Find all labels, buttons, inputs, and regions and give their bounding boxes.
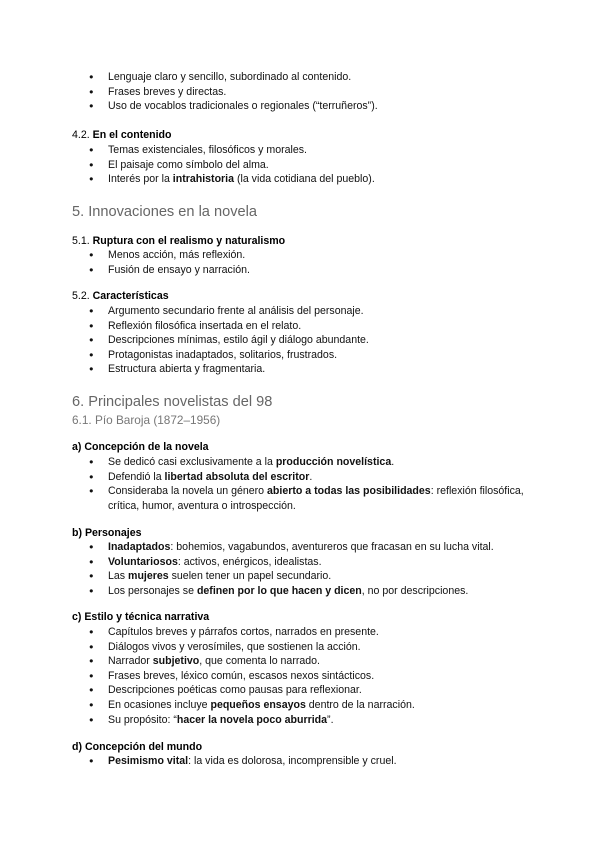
list-item — [72, 362, 542, 377]
list-contenido — [72, 143, 542, 187]
list-item — [72, 143, 542, 158]
list-item — [72, 754, 542, 769]
text: Las — [108, 570, 129, 583]
text: Capítulos breves y párrafos cortos, narrados en presente. — [108, 626, 379, 638]
bold-text: Pesimismo vital — [108, 755, 189, 767]
text: , no por descripciones. — [361, 584, 469, 597]
text: Frases breves, léxico común, escasos nexos sintácticos. — [108, 669, 375, 682]
text: . — [391, 456, 395, 468]
subheading-5-1 — [72, 234, 542, 248]
text: Narrador — [108, 655, 153, 668]
list-item — [72, 640, 542, 655]
subheading-a: a) Concepción de la novela — [72, 441, 209, 453]
list-lenguaje — [72, 70, 542, 114]
text: : bohemios, vagabundos, aventureros que fracasan en su lucha vital. — [170, 541, 494, 553]
list-item — [72, 333, 542, 348]
heading-section-5: 5. Innovaciones en la novela — [72, 204, 257, 220]
list-item — [72, 263, 542, 278]
list-item — [72, 540, 542, 555]
bold-text: subjetivo — [152, 655, 200, 668]
subheading-d: d) Concepción del mundo — [72, 741, 203, 753]
text: El paisaje como símbolo del alma. — [108, 158, 269, 171]
bold-text: producción novelística — [275, 456, 392, 468]
subheading-5-2 — [72, 289, 542, 303]
subheading-b: b) Personajes — [72, 527, 142, 539]
list-item — [72, 625, 542, 640]
list-item — [72, 99, 542, 114]
heading-section-6-1: 6.1. Pío Baroja (1872–1956) — [72, 413, 221, 427]
list-concepcion-novela — [72, 455, 542, 513]
subheading-title: Ruptura con el realismo y naturalismo — [92, 235, 286, 247]
list-item — [72, 304, 542, 319]
bold-text: hacer la novela poco aburrida — [176, 713, 328, 726]
text: Menos acción, más reflexión. — [108, 249, 246, 261]
bold-text: pequeños ensayos — [210, 698, 306, 711]
text: Consideraba la novela un género — [108, 485, 268, 498]
bold-text: Inadaptados — [108, 541, 171, 553]
list-item — [72, 158, 542, 173]
list-personajes — [72, 540, 542, 598]
text: Fusión de ensayo y narración. — [108, 263, 250, 276]
list-item — [72, 484, 542, 513]
bold-text: abierto a todas las posibilidades — [267, 485, 431, 498]
text: Estructura abierta y fragmentaria. — [108, 363, 266, 376]
text: : reflexión filosófica, crítica, humor, aventura o introspección. — [108, 485, 524, 512]
text: Los personajes se — [108, 584, 197, 597]
list-item — [72, 584, 542, 599]
subheading-number: 4.2. — [72, 129, 90, 141]
text: Reflexión filosófica insertada en el relato. — [108, 319, 302, 332]
text: dentro de la narración. — [305, 698, 415, 711]
text: Se dedicó casi exclusivamente a la — [108, 456, 276, 468]
text: Descripciones poéticas como pausas para reflexionar. — [108, 684, 362, 697]
list-item — [72, 348, 542, 363]
list-item — [72, 248, 542, 263]
list-item — [72, 683, 542, 698]
text: En ocasiones incluye — [108, 698, 211, 711]
heading-section-6: 6. Principales novelistas del 98 — [72, 394, 273, 410]
list-concepcion-mundo — [72, 754, 542, 769]
list-ruptura — [72, 248, 542, 277]
subheading-number: 5.1. — [72, 235, 90, 247]
text: Protagonistas inadaptados, solitarios, frustrados. — [108, 348, 338, 361]
text: suelen tener un papel secundario. — [168, 570, 332, 583]
bold-text: mujeres — [128, 570, 169, 583]
list-item — [72, 85, 542, 100]
text: Interés por la — [108, 173, 173, 186]
list-item — [72, 555, 542, 570]
list-item — [72, 455, 542, 470]
text: Su propósito: “ — [108, 713, 177, 726]
subheading-c: c) Estilo y técnica narrativa — [72, 611, 210, 623]
text: : activos, enérgicos, idealistas. — [177, 555, 322, 568]
text: . — [309, 470, 313, 483]
bold-text: intrahistoria — [172, 173, 235, 186]
text: Defendió la — [108, 470, 165, 483]
text: (la vida cotidiana del pueblo). — [234, 173, 375, 186]
subheading-4-2 — [72, 128, 542, 142]
list-item — [72, 654, 542, 669]
subheading-title: En el contenido — [92, 129, 172, 141]
list-estilo — [72, 625, 542, 727]
subheading-title: Características — [92, 290, 169, 302]
text: , que comenta lo narrado. — [199, 655, 320, 668]
text: Argumento secundario frente al análisis del personaje. — [108, 305, 364, 317]
bold-text: definen por lo que hacen y dicen — [196, 584, 362, 597]
text: Frases breves y directas. — [108, 85, 227, 98]
list-item — [72, 569, 542, 584]
bold-text: Voluntariosos — [108, 555, 178, 568]
list-item — [72, 319, 542, 334]
text: Diálogos vivos y verosímiles, que sostienen la acción. — [108, 640, 361, 653]
subheading-number: 5.2. — [72, 290, 90, 302]
text: ”. — [327, 713, 334, 726]
text: Uso de vocablos tradicionales o regionales (“terruñeros”). — [108, 100, 378, 113]
text: : la vida es dolorosa, incomprensible y cruel. — [188, 755, 397, 767]
list-item — [72, 669, 542, 684]
list-item — [72, 470, 542, 485]
list-item — [72, 713, 542, 728]
list-item — [72, 70, 542, 85]
list-caracteristicas — [72, 304, 542, 377]
list-item — [72, 698, 542, 713]
text: Temas existenciales, filosóficos y morales. — [108, 144, 307, 156]
text: Lenguaje claro y sencillo, subordinado al contenido. — [108, 71, 352, 83]
bold-text: libertad absoluta del escritor — [164, 470, 310, 483]
text: Descripciones mínimas, estilo ágil y diálogo abundante. — [108, 334, 369, 347]
list-item — [72, 172, 542, 187]
